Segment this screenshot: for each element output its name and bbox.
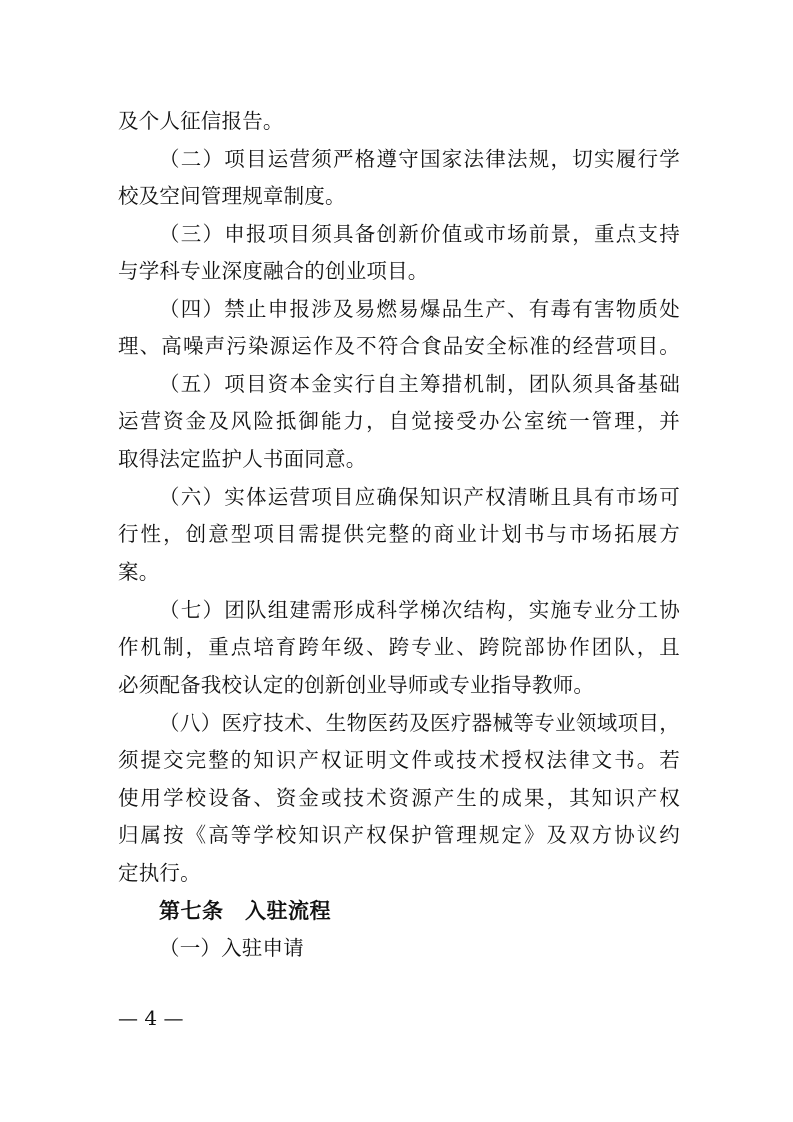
paragraph-line: 校及空间管理规章制度。 [118,184,346,208]
paragraph-line: 理、高噪声污染源运作及不符合食品安全标准的经营项目。 [118,334,680,358]
paragraph-line: 必须配备我校认定的创新创业导师或专业指导教师。 [118,673,595,697]
paragraph-line: （六）实体运营项目应确保知识产权清晰且具有市场可 [159,485,680,509]
paragraph-line: （三）申报项目须具备创新价值或市场前景，重点支持 [159,222,680,246]
section-heading: 第七条 入驻流程 [159,899,331,923]
paragraph-line: 须提交完整的知识产权证明文件或技术授权法律文书。若 [118,748,680,772]
paragraph-line: 使用学校设备、资金或技术资源产生的成果，其知识产权 [118,786,680,810]
paragraph-line: （二）项目运营须严格遵守国家法律法规，切实履行学 [159,147,680,171]
paragraph-line: 案。 [118,560,160,584]
paragraph-line: 作机制，重点培育跨年级、跨专业、跨院部协作团队，且 [118,635,680,659]
paragraph-line: 与学科专业深度融合的创业项目。 [118,259,429,283]
paragraph-line: 归属按《高等学校知识产权保护管理规定》及双方协议约 [118,823,680,847]
paragraph-line: 行性，创意型项目需提供完整的商业计划书与市场拓展方 [118,522,680,546]
paragraph-line: 定执行。 [118,861,201,885]
paragraph-line: 运营资金及风险抵御能力，自觉接受办公室统一管理，并 [118,409,680,433]
sub-item-heading: （一）入驻申请 [159,936,304,960]
page-number: — 4 — [118,1006,184,1030]
paragraph-line: （四）禁止申报涉及易燃易爆品生产、有毒有害物质处 [159,297,680,321]
paragraph-line: （八）医疗技术、生物医药及医疗器械等专业领域项目， [159,711,680,735]
paragraph-line: 及个人征信报告。 [118,109,284,133]
paragraph-line: （七）团队组建需形成科学梯次结构，实施专业分工协 [159,598,680,622]
paragraph-line: 取得法定监护人书面同意。 [118,447,367,471]
paragraph-line: （五）项目资本金实行自主筹措机制，团队须具备基础 [159,372,680,396]
